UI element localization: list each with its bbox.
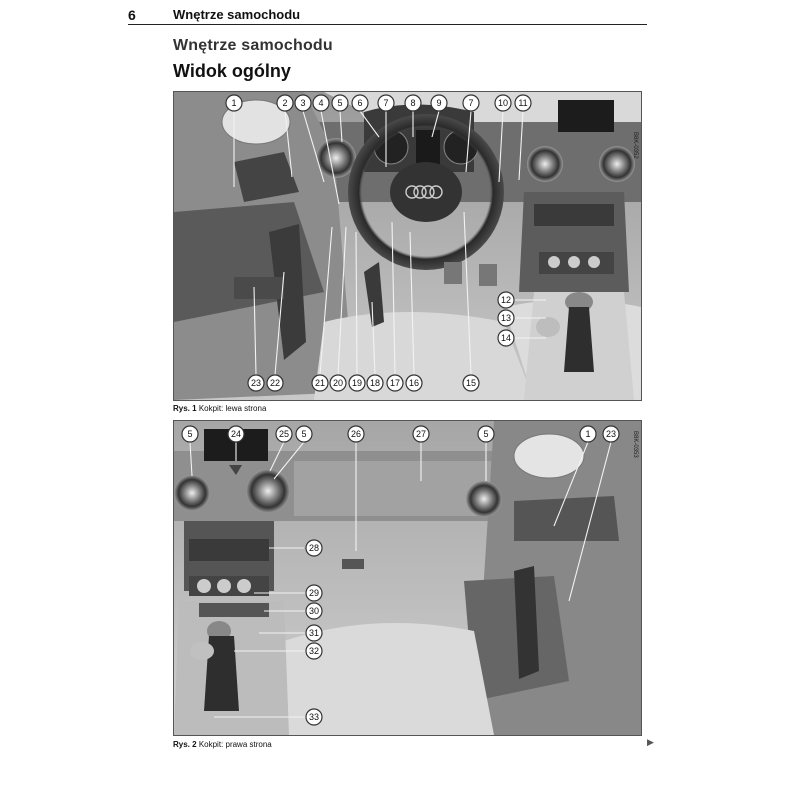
callout-14 [498,330,514,346]
callout-12 [498,292,514,308]
callout-5c [478,426,494,442]
svg-text:21: 21 [314,378,326,388]
svg-text:11: 11 [518,98,528,108]
callout-20 [330,375,346,391]
figure-code: B8K-0353 [632,431,638,458]
svg-text:1: 1 [585,429,591,439]
callout-28 [306,540,322,556]
svg-text:15: 15 [465,378,477,388]
svg-text:31: 31 [308,628,320,638]
callout-7a [378,95,394,111]
svg-text:18: 18 [369,378,381,388]
callout-23 [603,426,619,442]
svg-text:13: 13 [500,313,512,323]
svg-text:1: 1 [231,98,237,108]
header-rule [128,24,647,25]
svg-text:4: 4 [318,98,324,108]
svg-text:26: 26 [350,429,362,439]
callout-30 [306,603,322,619]
callout-5a [182,426,198,442]
callout-8 [405,95,421,111]
callout-33 [306,709,322,725]
callout-18 [367,375,383,391]
callout-19 [349,375,365,391]
svg-text:20: 20 [332,378,344,388]
svg-text:23: 23 [605,429,617,439]
callout-5 [332,95,348,111]
figure1-caption [173,404,266,413]
callout-1 [226,95,242,111]
callout-4 [313,95,329,111]
svg-text:24: 24 [230,429,242,439]
callout-17 [387,375,403,391]
figure-cockpit-right [173,420,642,736]
svg-text:22: 22 [269,378,281,388]
svg-text:28: 28 [308,543,320,553]
figure2-caption-text: Kokpit: prawa strona [198,740,272,749]
callout-6 [352,95,368,111]
svg-text:16: 16 [408,378,420,388]
svg-text:5: 5 [483,429,489,439]
continue-arrow-icon: ▶ [647,737,654,747]
figure2-caption [173,740,272,749]
svg-text:5: 5 [187,429,193,439]
cockpit-right-illustration [174,421,641,735]
callout-31 [306,625,322,641]
callout-26 [348,426,364,442]
svg-text:17: 17 [389,378,401,388]
svg-text:32: 32 [308,646,320,656]
svg-text:19: 19 [351,378,363,388]
svg-text:7: 7 [468,98,474,108]
callout-25 [276,426,292,442]
callout-5b [296,426,312,442]
callout-1 [580,426,596,442]
callout-22 [267,375,283,391]
callout-9 [431,95,447,111]
svg-text:5: 5 [337,98,343,108]
figure-code: B8K-0352 [632,132,638,159]
svg-text:27: 27 [415,429,427,439]
callout-16 [406,375,422,391]
callout-2 [277,95,293,111]
running-header: Wnętrze samochodu [173,7,301,22]
svg-text:33: 33 [308,712,320,722]
svg-text:3: 3 [300,98,306,108]
svg-text:30: 30 [308,606,320,616]
section-title: Wnętrze samochodu [173,37,333,54]
callout-32 [306,643,322,659]
callout-10 [495,95,511,111]
callout-24 [228,426,244,442]
callout-11 [515,95,531,111]
callout-27 [413,426,429,442]
cockpit-left-illustration [174,92,641,400]
page-number: 6 [128,7,136,23]
svg-text:6: 6 [357,98,363,108]
callout-3 [295,95,311,111]
callout-7b [463,95,479,111]
figure1-caption-text: Kokpit: lewa strona [198,404,267,413]
svg-text:14: 14 [500,333,512,343]
callout-29 [306,585,322,601]
figure-cockpit-left [173,91,642,401]
svg-text:12: 12 [500,295,512,305]
svg-text:8: 8 [410,98,416,108]
figure1-caption-label: Rys. 1 [173,404,197,413]
svg-text:9: 9 [436,98,442,108]
callout-13 [498,310,514,326]
callout-21 [312,375,328,391]
figure2-caption-label: Rys. 2 [173,740,197,749]
svg-text:23: 23 [250,378,262,388]
svg-text:2: 2 [282,98,288,108]
callout-23 [248,375,264,391]
svg-text:25: 25 [278,429,290,439]
page-title: Widok ogólny [173,61,291,81]
callout-15 [463,375,479,391]
svg-text:10: 10 [497,98,509,108]
svg-text:29: 29 [308,588,320,598]
svg-text:5: 5 [301,429,307,439]
svg-text:7: 7 [383,98,389,108]
